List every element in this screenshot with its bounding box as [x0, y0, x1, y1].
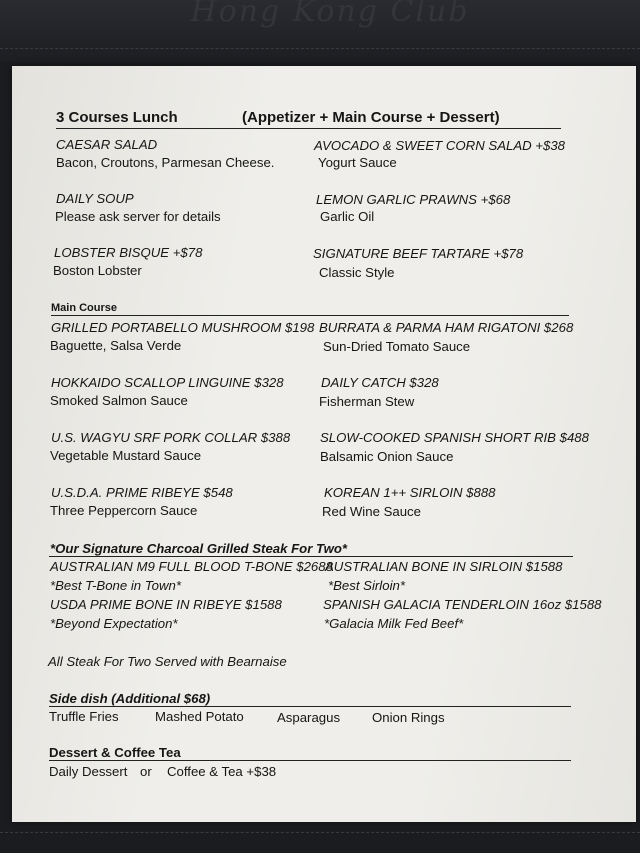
folder-stitching-bottom [0, 832, 640, 833]
signature-underline [49, 556, 573, 557]
signature-steak-note: *Best Sirloin* [328, 578, 405, 593]
menu-subtitle: (Appetizer + Main Course + Dessert) [242, 109, 500, 126]
main-course-name: U.S.D.A. PRIME RIBEYE $548 [51, 485, 233, 500]
folder-embossed-logo: Hong Kong Club [190, 0, 470, 29]
side-dish-item: Truffle Fries [49, 709, 119, 724]
menu-folder-top [0, 0, 640, 62]
main-course-name: BURRATA & PARMA HAM RIGATONI $268 [319, 320, 574, 335]
dessert-item: Coffee & Tea +$38 [167, 764, 277, 779]
dessert-underline [49, 760, 571, 761]
appetizer-desc: Yogurt Sauce [318, 155, 397, 170]
main-course-name: KOREAN 1++ SIRLOIN $888 [324, 485, 496, 500]
main-course-name: SLOW-COOKED SPANISH SHORT RIB $488 [320, 430, 589, 445]
dessert-heading: Dessert & Coffee Tea [49, 745, 181, 760]
main-course-desc: Sun-Dried Tomato Sauce [323, 339, 471, 354]
side-dish-heading: Side dish (Additional $68) [49, 691, 211, 706]
signature-steak-name: AUSTRALIAN M9 FULL BLOOD T-BONE $2688 [50, 559, 333, 574]
main-course-desc: Balsamic Onion Sauce [320, 449, 454, 464]
side-dish-underline [49, 706, 571, 707]
appetizer-name: AVOCADO & SWEET CORN SALAD +$38 [314, 138, 566, 153]
main-course-underline [51, 315, 569, 316]
dessert-item: Daily Dessert [49, 764, 128, 779]
signature-steak-note: *Beyond Expectation* [50, 616, 178, 631]
main-course-desc: Vegetable Mustard Sauce [50, 448, 202, 463]
signature-heading: *Our Signature Charcoal Grilled Steak For Two* [50, 541, 348, 556]
appetizer-desc: Please ask server for details [55, 209, 221, 224]
side-dish-item: Mashed Potato [155, 709, 244, 724]
dessert-conjunction: or [140, 764, 152, 779]
main-course-heading: Main Course [51, 302, 118, 314]
appetizer-desc: Boston Lobster [53, 263, 142, 278]
signature-steak-note: *Galacia Milk Fed Beef* [324, 616, 464, 631]
main-course-desc: Three Peppercorn Sauce [50, 503, 198, 518]
main-course-desc: Baguette, Salsa Verde [50, 338, 182, 353]
main-course-desc: Fisherman Stew [319, 394, 415, 409]
appetizer-name: LEMON GARLIC PRAWNS +$68 [316, 192, 511, 207]
appetizer-name: SIGNATURE BEEF TARTARE +$78 [313, 246, 524, 261]
appetizer-desc: Classic Style [319, 265, 395, 280]
folder-stitching-top [0, 48, 640, 49]
main-course-name: GRILLED PORTABELLO MUSHROOM $198 [51, 320, 315, 335]
signature-steak-name: USDA PRIME BONE IN RIBEYE $1588 [50, 597, 282, 612]
appetizer-desc: Bacon, Croutons, Parmesan Cheese. [56, 155, 275, 170]
main-course-name: DAILY CATCH $328 [321, 375, 439, 390]
appetizer-name: DAILY SOUP [56, 191, 134, 206]
side-dish-item: Asparagus [277, 710, 341, 725]
main-course-name: U.S. WAGYU SRF PORK COLLAR $388 [51, 430, 291, 445]
appetizer-desc: Garlic Oil [320, 209, 375, 224]
signature-steak-name: AUSTRALIAN BONE IN SIRLOIN $1588 [325, 559, 563, 574]
signature-steak-name: SPANISH GALACIA TENDERLOIN 16oz $1588 [323, 597, 602, 612]
signature-steak-note: *Best T-Bone in Town* [50, 578, 181, 593]
appetizer-name: LOBSTER BISQUE +$78 [54, 245, 203, 260]
title-underline [56, 128, 561, 129]
menu-page [12, 66, 636, 822]
main-course-name: HOKKAIDO SCALLOP LINGUINE $328 [51, 375, 284, 390]
main-course-desc: Smoked Salmon Sauce [50, 393, 188, 408]
appetizer-name: CAESAR SALAD [56, 137, 158, 152]
main-course-desc: Red Wine Sauce [322, 504, 421, 519]
signature-footnote: All Steak For Two Served with Bearnaise [48, 654, 287, 669]
menu-title: 3 Courses Lunch [56, 109, 178, 126]
side-dish-item: Onion Rings [372, 710, 445, 725]
